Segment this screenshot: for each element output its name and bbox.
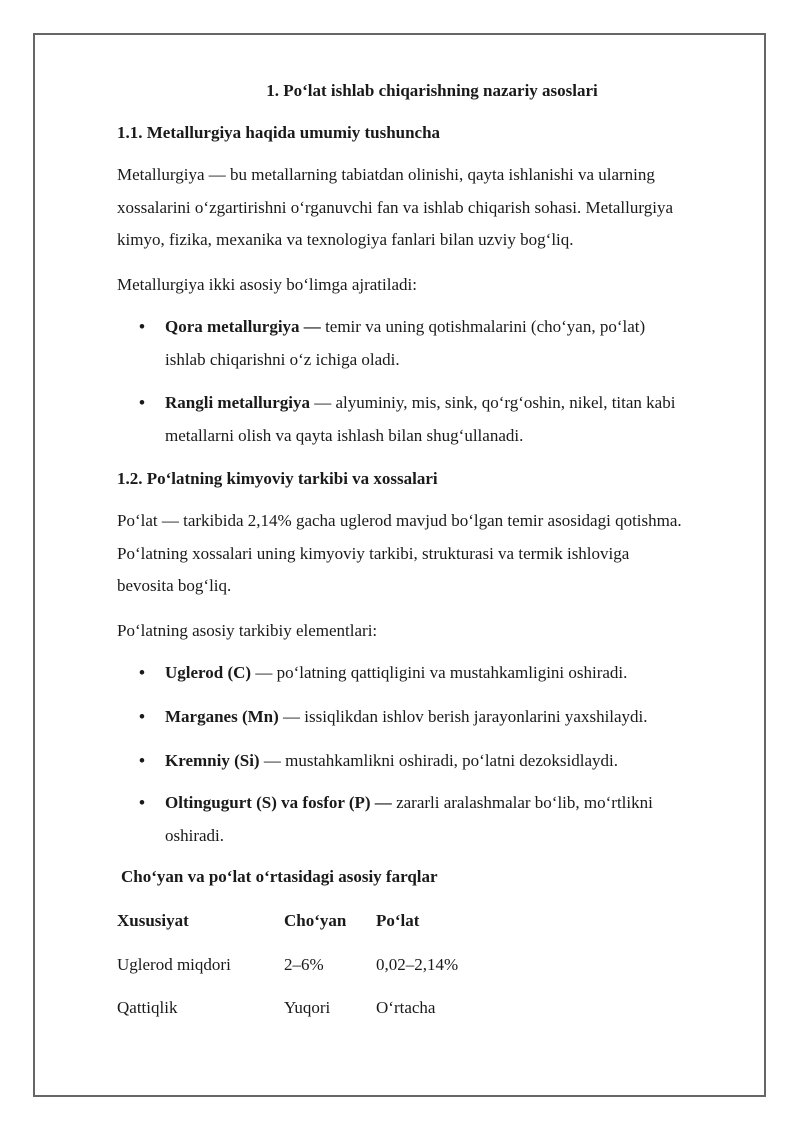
table-header-row [117,911,717,935]
table-row [117,998,717,1022]
list-item-nonferrous-metallurgy [165,387,745,452]
document-title: 1. Po‘lat ishlab chiqarishning nazariy asoslari [266,81,598,100]
text-line: bevosita bog‘liq. [117,576,232,595]
list-item-manganese [165,701,745,734]
list-item-term: Oltingugurt (S) va fosfor (P) — [165,793,392,812]
table-caption: Cho‘yan va po‘lat o‘rtasidagi asosiy farqlar [121,867,438,886]
list-item-text: — alyuminiy, mis, sink, qo‘rg‘oshin, nikel, titan kabi [309,393,676,412]
list-item-text: metallarni olish va qayta ishlash bilan shug‘ullanadi. [165,425,524,445]
paragraph-metallurgy-definition [117,159,747,257]
table-header-cell: Po‘lat [376,911,420,930]
table-cell: Uglerod miqdori [117,955,231,974]
list-item-term: Marganes (Mn) [165,707,279,726]
list-item-silicon [165,745,745,778]
text-line: Po‘lat — tarkibida 2,14% gacha uglerod mavjud bo‘lgan temir asosidagi qotishma. [117,511,682,530]
list-item-term: Kremniy (Si) [165,751,260,770]
list-item-ferrous-metallurgy [165,311,745,376]
list-item-text: temir va uning qotishmalarini (cho‘yan, po‘lat) [320,317,646,336]
list-item-term: Rangli metallurgiya [165,393,310,412]
section-heading-1-1: 1.1. Metallurgiya haqida umumiy tushuncha [117,123,441,142]
list-item-text: oshiradi. [165,825,225,845]
paragraph-steel-definition [117,505,747,603]
list-item-term: Uglerod (C) [165,663,252,682]
table-header-cell: Xususiyat [117,911,189,930]
list-item-carbon [165,657,745,690]
list-item-sulfur-phosphorus [165,787,745,852]
text-line: Metallurgiya — bu metallarning tabiatdan olinishi, qayta ishlanishi va ularning [117,165,655,184]
table-cell: O‘rtacha [376,998,436,1017]
paragraph-metallurgy-divisions: Metallurgiya ikki asosiy bo‘limga ajratiladi: [117,275,417,294]
table-row [117,955,717,979]
text-line: Po‘latning xossalari uning kimyoviy tarkibi, strukturasi va termik ishloviga [117,543,630,563]
list-item-text: ishlab chiqarishni o‘z ichiga oladi. [165,349,400,369]
table-header-cell: Cho‘yan [284,911,347,930]
list-item-text: — issiqlikdan ishlov berish jarayonlarini yaxshilaydi. [278,707,648,726]
table-cell: 0,02–2,14% [376,955,459,974]
text-line: kimyo, fizika, mexanika va texnologiya fanlari bilan uzviy bog‘liq. [117,230,574,249]
list-item-text: — mustahkamlikni oshiradi, po‘latni dezoksidlaydi. [259,751,618,770]
list-item-term: Qora metallurgiya — [165,317,321,336]
list-item-text: zararli aralashmalar bo‘lib, mo‘rtlikni [391,793,653,812]
list-item-text: — po‘latning qattiqligini va mustahkamligini oshiradi. [251,663,628,682]
text-line: xossalarini o‘zgartirishni o‘rganuvchi fan va ishlab chiqarish sohasi. Metallurgiya [117,197,673,217]
section-heading-1-2: 1.2. Po‘latning kimyoviy tarkibi va xossalari [117,469,438,488]
table-cell: Yuqori [284,998,331,1017]
document-page [33,33,766,1097]
table-cell: Qattiqlik [117,998,178,1017]
table-cell: 2–6% [284,955,324,974]
paragraph-steel-elements: Po‘latning asosiy tarkibiy elementlari: [117,621,378,640]
